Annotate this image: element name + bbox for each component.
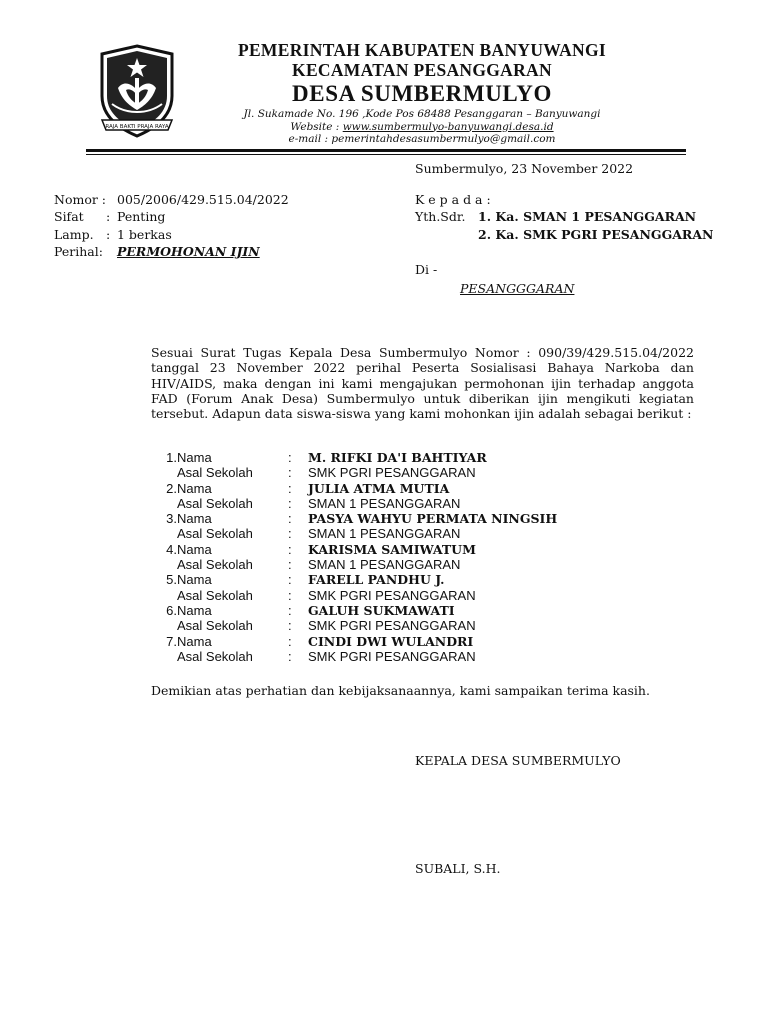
student-name-row xyxy=(151,511,694,526)
yth-label: Yth.Sdr. xyxy=(415,209,466,224)
student-school: SMK PGRI PESANGGARAN xyxy=(308,587,476,603)
perihal-label: Perihal: xyxy=(54,244,103,259)
student-school: SMAN 1 PESANGGARAN xyxy=(308,557,461,573)
student-name: PASYA WAHYU PERMATA NINGSIH xyxy=(308,511,558,527)
colon: : xyxy=(288,648,292,664)
sifat-value: Penting xyxy=(117,209,166,224)
student-name-row xyxy=(151,634,694,649)
letterhead xyxy=(196,40,648,146)
student-school: SMAN 1 PESANGGARAN xyxy=(308,526,461,542)
colon: : xyxy=(288,495,292,511)
colon: : xyxy=(288,526,292,542)
body-paragraph: Sesuai Surat Tugas Kepala Desa Sumbermulyo Nomor : 090/39/429.515.04/2022 tanggal 23 November 2022 perihal Peserta Sosialisasi Bahaya Narkoba dan HIV/AIDS, maka dengan ini kami mengajukan permohonan ijin terhadap anggota FAD (Forum Anak Desa) Sumbermulyo untuk diberikan ijin mengikuti kegiatan tersebut. Adapun data siswa-siswa yang kami mohonkan ijin adalah sebagai berikut : xyxy=(151,345,694,422)
name-label: Nama xyxy=(177,480,212,496)
colon: : xyxy=(288,587,292,603)
lamp-label: Lamp. xyxy=(54,227,94,242)
svg-text:RAJA BAKTI PRAJA RAYA: RAJA BAKTI PRAJA RAYA xyxy=(105,124,169,130)
lamp-value: 1 berkas xyxy=(117,227,172,242)
student-school-row xyxy=(151,588,694,603)
student-school-row xyxy=(151,465,694,480)
letterhead-rule-thin xyxy=(86,154,686,155)
colon: : xyxy=(288,633,292,649)
name-label: Nama xyxy=(177,541,212,557)
letterhead-district: KECAMATAN PESANGGARAN xyxy=(292,60,552,80)
student-number: 3. xyxy=(166,511,177,527)
student-number: 5. xyxy=(166,572,177,588)
closing-paragraph: Demikian atas perhatian dan kebijaksanaannya, kami sampaikan terima kasih. xyxy=(151,683,650,698)
school-label: Asal Sekolah xyxy=(177,557,253,573)
school-label: Asal Sekolah xyxy=(177,526,253,542)
signer-title: KEPALA DESA SUMBERMULYO xyxy=(415,753,621,768)
colon: : xyxy=(288,465,292,481)
regency-emblem-logo xyxy=(92,44,182,140)
name-label: Nama xyxy=(177,572,212,588)
di-place: PESANGGGARAN xyxy=(460,281,575,296)
student-school: SMK PGRI PESANGGARAN xyxy=(308,465,476,481)
student-school-row xyxy=(151,649,694,664)
di-label: Di - xyxy=(415,262,438,277)
student-number: 1. xyxy=(166,450,177,465)
name-label: Nama xyxy=(177,511,212,527)
place-date: Sumbermulyo, 23 November 2022 xyxy=(415,161,634,176)
website-label: Website : xyxy=(290,120,343,133)
letterhead-address: Jl. Sukamade No. 196 ,Kode Pos 68488 Pesanggaran – Banyuwangi xyxy=(243,108,601,120)
nomor-value: 005/2006/429.515.04/2022 xyxy=(117,192,289,207)
colon: : xyxy=(288,602,292,618)
colon: : xyxy=(288,450,292,465)
student-name-row xyxy=(151,572,694,587)
student-number: 2. xyxy=(166,480,177,496)
website-link[interactable]: www.sumbermulyo-banyuwangi.desa.id xyxy=(342,120,554,133)
colon: : xyxy=(288,618,292,634)
student-number: 6. xyxy=(166,602,177,618)
school-label: Asal Sekolah xyxy=(177,648,253,664)
student-school-row xyxy=(151,496,694,511)
student-name: M. RIFKI DA'I BAHTIYAR xyxy=(308,450,487,465)
kepada-label: K e p a d a : xyxy=(415,192,491,207)
student-school: SMK PGRI PESANGGARAN xyxy=(308,618,476,634)
letterhead-village: DESA SUMBERMULYO xyxy=(292,81,552,106)
name-label: Nama xyxy=(177,450,212,465)
student-name-row xyxy=(151,481,694,496)
student-name-row xyxy=(151,603,694,618)
student-name: JULIA ATMA MUTIA xyxy=(308,480,450,496)
student-name: GALUH SUKMAWATI xyxy=(308,602,455,618)
colon: : xyxy=(288,511,292,527)
student-number: 7. xyxy=(166,633,177,649)
student-school-row xyxy=(151,526,694,541)
nomor-label: Nomor : xyxy=(54,192,107,207)
perihal-value: PERMOHONAN IJIN xyxy=(117,244,260,259)
student-name-row xyxy=(151,450,694,465)
colon: : xyxy=(288,480,292,496)
colon: : xyxy=(288,541,292,557)
signer-name: SUBALI, S.H. xyxy=(415,861,501,876)
student-school-row xyxy=(151,557,694,572)
school-label: Asal Sekolah xyxy=(177,618,253,634)
student-number: 4. xyxy=(166,541,177,557)
student-school: SMK PGRI PESANGGARAN xyxy=(308,648,476,664)
letterhead-regency: PEMERINTAH KABUPATEN BANYUWANGI xyxy=(237,40,607,60)
school-label: Asal Sekolah xyxy=(177,587,253,603)
student-school: SMAN 1 PESANGGARAN xyxy=(308,495,461,511)
colon: : xyxy=(288,557,292,573)
student-name: CINDI DWI WULANDRI xyxy=(308,633,474,649)
school-label: Asal Sekolah xyxy=(177,495,253,511)
student-school-row xyxy=(151,618,694,633)
recipient-2: 2. Ka. SMK PGRI PESANGGARAN xyxy=(478,227,714,242)
recipient-1: 1. Ka. SMAN 1 PESANGGARAN xyxy=(478,209,697,224)
lamp-colon: : xyxy=(106,227,111,242)
student-name: KARISMA SAMIWATUM xyxy=(308,541,476,557)
student-name: FARELL PANDHU J. xyxy=(308,572,445,588)
sifat-colon: : xyxy=(106,209,111,224)
letterhead-email: e-mail : pemerintahdesasumbermulyo@gmail.com xyxy=(288,133,556,145)
name-label: Nama xyxy=(177,633,212,649)
student-name-row xyxy=(151,542,694,557)
name-label: Nama xyxy=(177,602,212,618)
letterhead-website-line xyxy=(196,121,648,134)
student-list xyxy=(151,450,694,664)
colon: : xyxy=(288,572,292,588)
sifat-label: Sifat xyxy=(54,209,84,224)
letterhead-rule-thick xyxy=(86,149,686,152)
school-label: Asal Sekolah xyxy=(177,465,253,481)
